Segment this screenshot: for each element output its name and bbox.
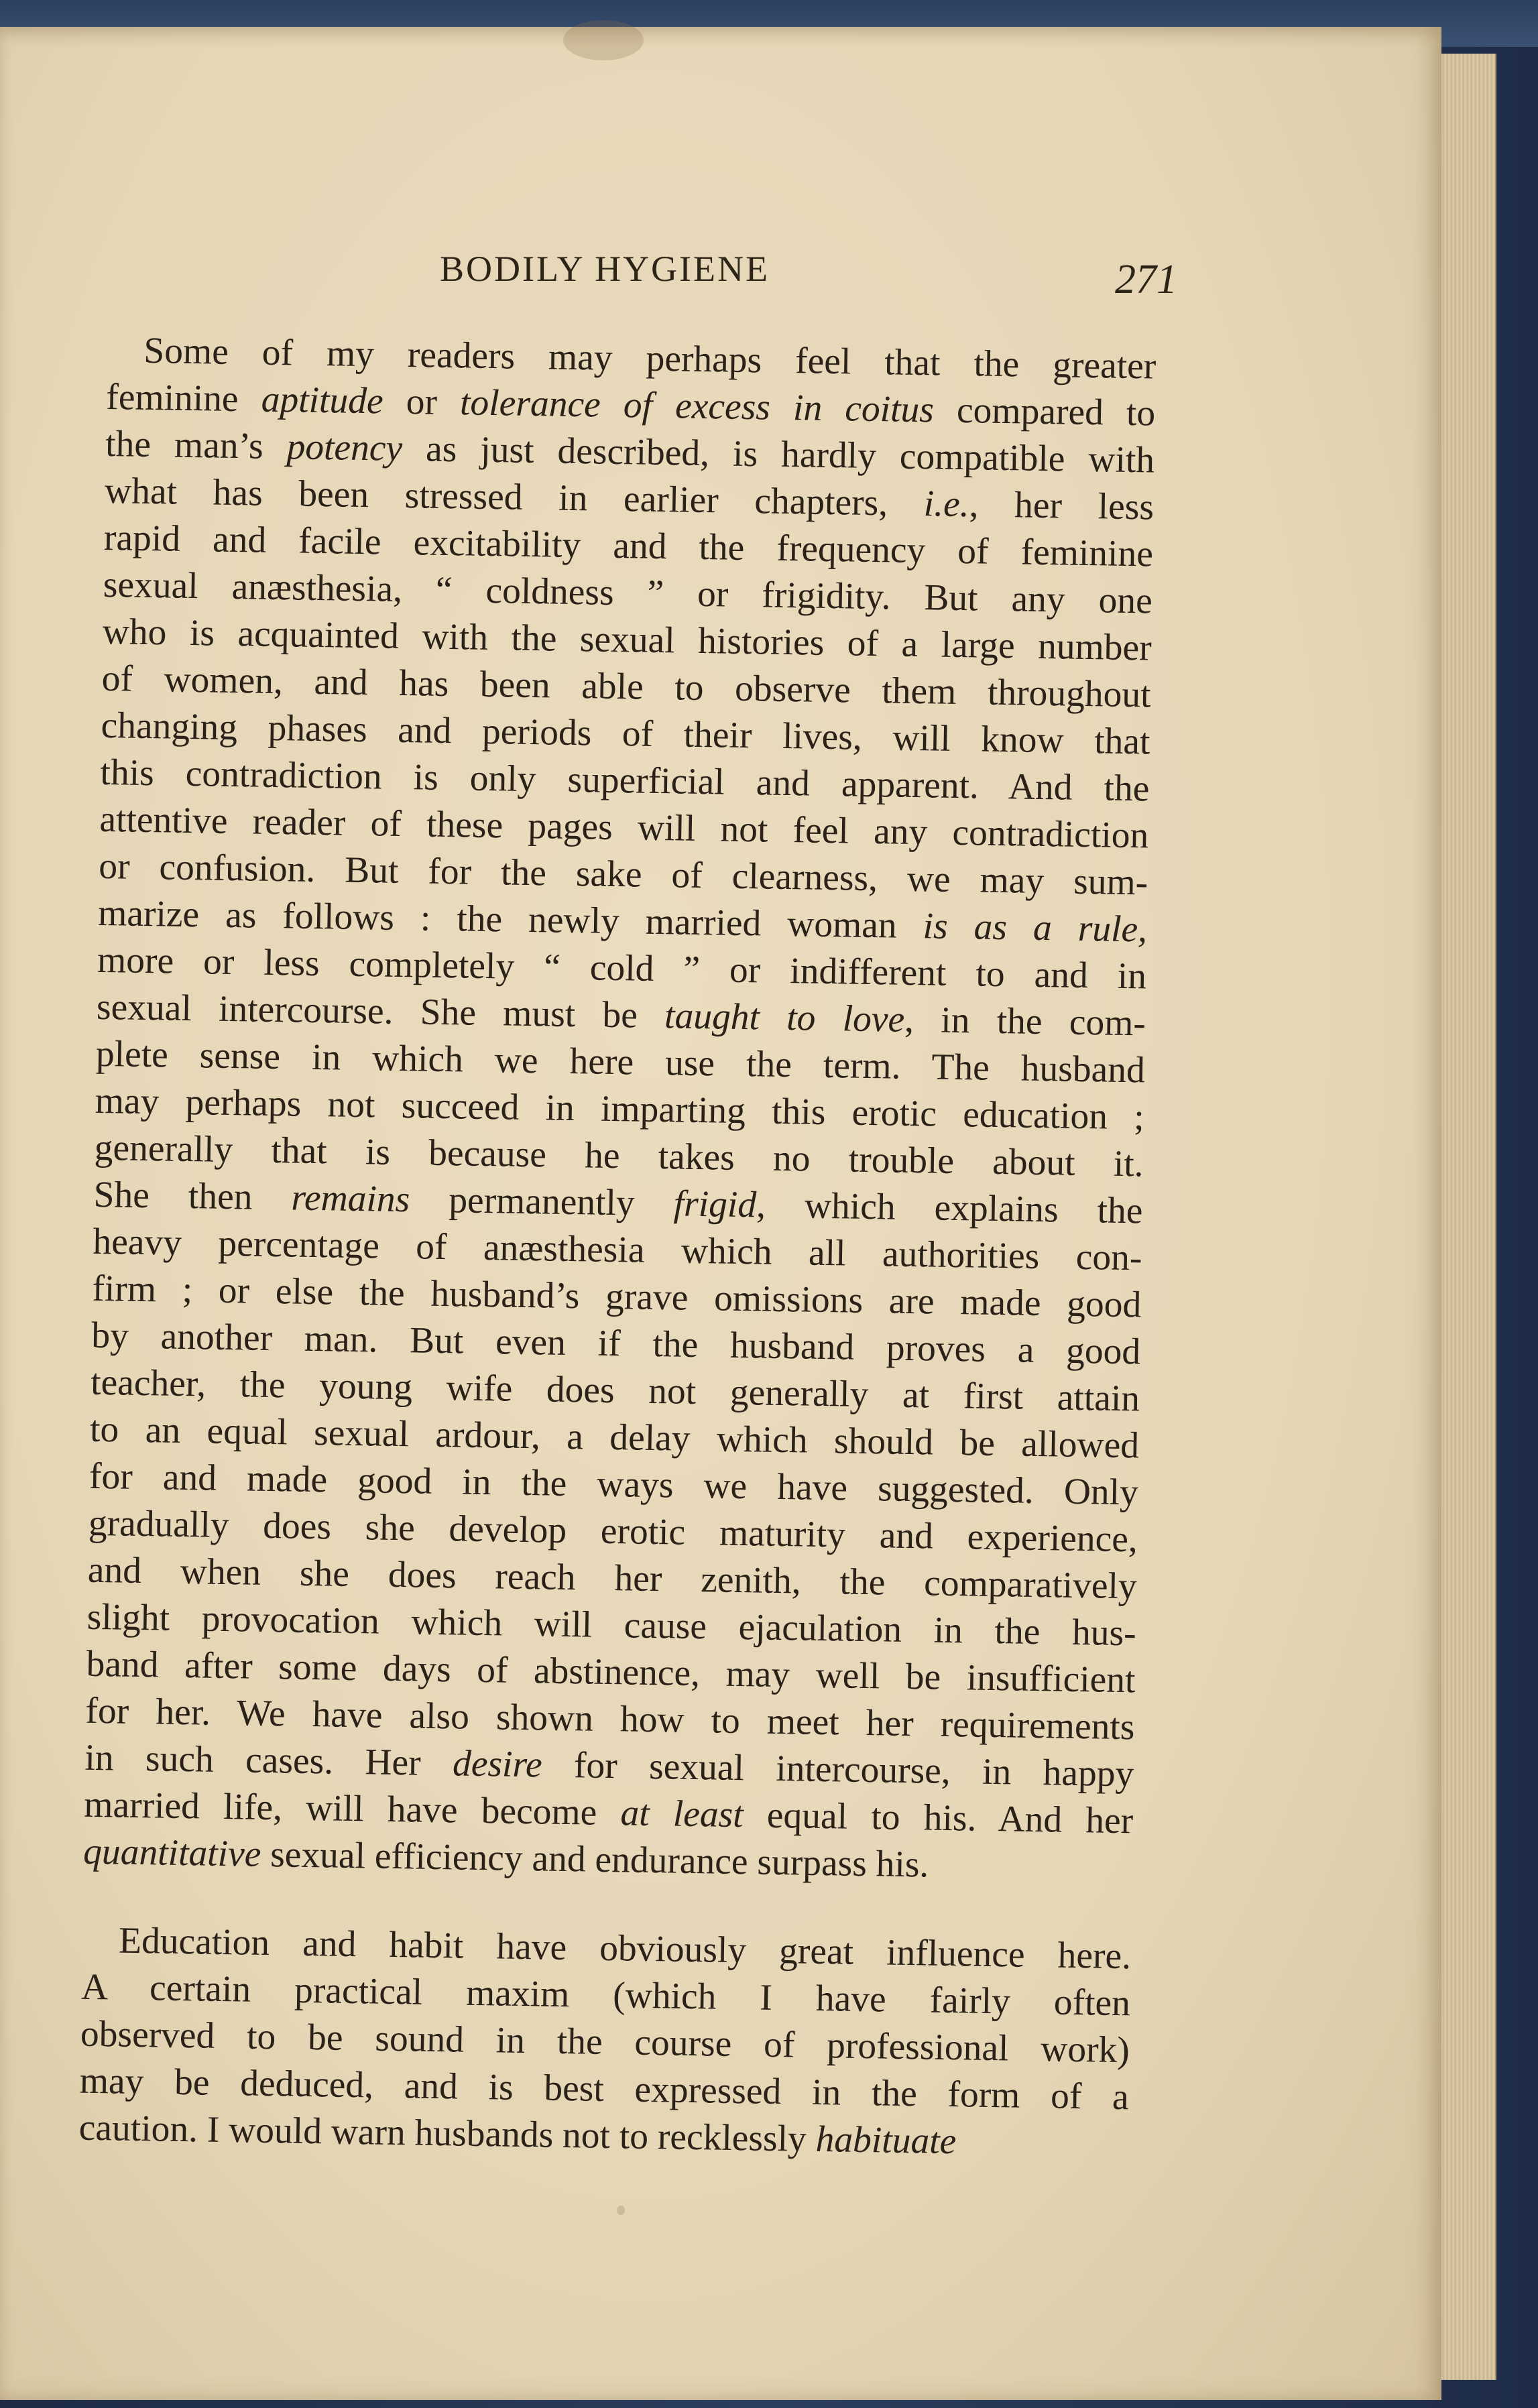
text-run: teacher, the young wife does not generally at first attain xyxy=(90,1362,1140,1420)
italic-run: remains xyxy=(291,1177,410,1221)
text-run: Some of my readers may perhaps feel that the greater xyxy=(143,330,1157,387)
text-run: feminine xyxy=(105,376,262,420)
text-run: more or less completely “ cold ” or indifferent to and in xyxy=(97,939,1147,998)
text-run: permanently xyxy=(409,1179,674,1225)
italic-run: habituate xyxy=(815,2118,957,2163)
text-run: plete sense in which we here use the term. The husband xyxy=(95,1033,1146,1091)
text-run: for sexual intercourse, in happy xyxy=(542,1744,1134,1795)
paper-stain xyxy=(563,20,644,60)
text-run: may be deduced, and is best expressed in the form of a xyxy=(79,2060,1130,2118)
italic-run: potency xyxy=(286,426,403,469)
text-run: by another man. But even if the husband proves a good xyxy=(91,1315,1141,1373)
italic-run: tolerance of excess in coitus xyxy=(459,382,935,431)
text-run: attentive reader of these pages will not feel any contradiction xyxy=(99,798,1149,857)
paragraph xyxy=(83,327,1157,1892)
text-run: as just described, is hardly compatible with xyxy=(402,428,1155,481)
text-run: equal to his. And her xyxy=(743,1795,1134,1842)
text-run: of women, and has been able to observe them throughout xyxy=(101,658,1152,716)
italic-run: aptitude xyxy=(261,379,384,422)
text-run: what has been stressed in earlier chapters, xyxy=(104,470,925,525)
text-run: or xyxy=(383,381,461,424)
text-run: heavy percentage of anæsthesia which all authorities con- xyxy=(93,1221,1142,1279)
text-run: sexual anæsthesia, “ coldness ” or frigidity. But any one xyxy=(103,564,1153,622)
page-header xyxy=(440,248,1177,308)
text-run: for and made good in the ways we have suggested. Only xyxy=(88,1455,1139,1514)
text-run: the man’s xyxy=(105,423,288,468)
italic-run: i.e. xyxy=(923,483,970,526)
text-run: observed to be sound in the course of professional work) xyxy=(80,2013,1130,2071)
paragraph xyxy=(78,1917,1131,2169)
text-run: to an equal sexual ardour, a delay which should be allowed xyxy=(89,1408,1140,1467)
text-run: A certain practical maxim (which I have fairly often xyxy=(80,1966,1131,2025)
text-run: compared to xyxy=(933,389,1156,434)
text-run: band after some days of abstinence, may well be insufficient xyxy=(86,1643,1136,1701)
text-run: may perhaps not succeed in imparting this erotic education ; xyxy=(95,1080,1145,1138)
book-page xyxy=(0,27,1441,2400)
text-run: , which explains the xyxy=(756,1185,1143,1232)
page-number: 271 xyxy=(1115,257,1177,302)
text-run: gradually does she develop erotic maturity and experience, xyxy=(88,1502,1138,1561)
text-run: this contradiction is only superficial and apparent. And the xyxy=(100,751,1150,810)
italic-run: quantitative xyxy=(82,1831,261,1875)
text-run: firm ; or else the husband’s grave omissions are made good xyxy=(91,1268,1142,1326)
text-run: sexual efficiency and endurance surpass his. xyxy=(260,1833,929,1886)
text-run: or confusion. But for the sake of clearness, we may sum- xyxy=(98,845,1148,904)
text-run: rapid and facile excitability and the frequency of feminine xyxy=(103,517,1154,575)
italic-run: frigid xyxy=(673,1183,757,1226)
italic-run: desire xyxy=(452,1743,543,1786)
text-run: for her. We have also shown how to meet her requirements xyxy=(85,1690,1135,1748)
text-run: and when she does reach her zenith, the comparatively xyxy=(87,1549,1138,1608)
text-run: married life, will have become xyxy=(83,1784,621,1834)
text-run: caution. I would warn husbands not to recklessly xyxy=(78,2107,817,2160)
text-run: marize as follows : the newly married woman xyxy=(97,892,924,947)
text-run: Education and habit have obviously great influence here. xyxy=(118,1920,1132,1978)
text-run: generally that is because he takes no trouble about it. xyxy=(94,1127,1144,1185)
body-text xyxy=(78,327,1157,2168)
text-run: , her less xyxy=(969,484,1155,528)
text-run: , in the com- xyxy=(904,999,1146,1044)
italic-run: is as a rule, xyxy=(923,906,1148,951)
text-run: changing phases and periods of their lives, will know that xyxy=(101,705,1150,763)
text-run: She then xyxy=(93,1174,292,1219)
italic-run: at least xyxy=(620,1793,744,1836)
running-head: BODILY HYGIENE xyxy=(440,249,770,289)
text-run: who is acquainted with the sexual histories of a large number xyxy=(102,611,1152,669)
text-run: in such cases. Her xyxy=(84,1737,453,1785)
paper-stain xyxy=(617,2206,625,2215)
text-run: slight provocation which will cause ejaculation in the hus- xyxy=(86,1596,1137,1654)
text-run: sexual intercourse. She must be xyxy=(96,986,665,1037)
italic-run: taught to love xyxy=(664,996,905,1040)
